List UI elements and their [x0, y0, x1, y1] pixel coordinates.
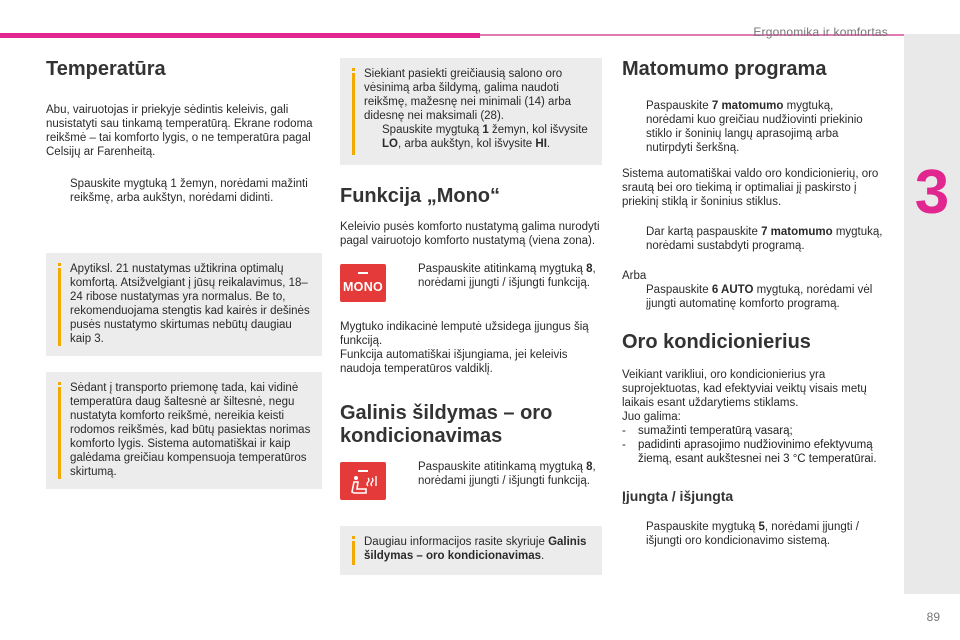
- page-number: 89: [926, 610, 940, 624]
- chapter-tab: [904, 34, 960, 594]
- heading-mono: Funkcija „Mono“: [340, 185, 500, 207]
- list-item-mono: [394, 262, 602, 290]
- dash-marker: -: [622, 439, 626, 451]
- text-run: .: [546, 138, 551, 150]
- text-run: , norėdami įjungti / išjungti oro kondicionavimo sistemą.: [646, 521, 859, 547]
- info-icon: [58, 382, 61, 479]
- paragraph-ac-can: Juo galima:: [622, 411, 681, 423]
- text-run: , arba aukštyn, kol išvysite: [397, 138, 536, 150]
- list-item-ac-winter: [622, 438, 884, 466]
- list-item-visibility-on: [622, 99, 884, 155]
- heading-rear-heating: Galinis šildymas – oro kondicionavimas: [340, 402, 553, 447]
- paragraph-air-conditioning: Veikiant varikliui, oro kondicionierius yra suprojektuotas, kad efektyviai veiktų visais metų laikais esant uždarytiems stiklams.: [622, 369, 867, 409]
- text-run: , norėdami įjungti / išjungti funkciją.: [418, 263, 596, 289]
- text-run: Paspauskite: [646, 284, 712, 296]
- heading-visibility-program: Matomumo programa: [622, 58, 827, 80]
- paragraph-mono: Keleivio pusės komforto nustatymą galima nurodyti pagal vairuotojo komforto nustatymą (viena zona).: [340, 221, 600, 247]
- list-item-visibility-off: [622, 225, 884, 253]
- text-run: mygtuką, norėdami sustabdyti programą.: [646, 226, 883, 252]
- mono-button-icon: [340, 264, 386, 302]
- section-header: Ergonomika ir komfortas: [753, 25, 888, 39]
- value-hi: HI: [535, 138, 547, 150]
- list-item-text: sumažinti temperatūrą vasarą;: [638, 425, 793, 437]
- paragraph-or: Arba: [622, 270, 647, 282]
- heading-air-conditioning: Oro kondicionierius: [622, 331, 811, 353]
- text-run: Spauskite mygtuką: [382, 124, 483, 136]
- heading-on-off: Įjungta / išjungta: [622, 488, 734, 504]
- list-item-ac-summer: [622, 424, 884, 438]
- note-text: Apytiksl. 21 nustatymas užtikrina optimalų komfortą. Atsižvelgiant į jūsų reikalavimus, 18–24 ribose nustatymas yra normalus. Be to, rekomenduojama stengtis kad kairės ir dešinės pusės nustatymo skirtumas nebūtų daugiau kaip 3.: [70, 263, 310, 345]
- dash-marker: -: [622, 425, 626, 437]
- note-text: Sėdant į transporto priemonę tada, kai vidinė temperatūra daug šaltesnė ar šiltesnė, negu nustatyta komforto reikšmė, nereikia keisti rodomos reikšmės, kad būtų pasiektas norimas komforto lygis. Sistema automatiškai ir kaip galėdama greičiau kompensuoja temperatūros skirtumą.: [70, 382, 311, 478]
- column-mono-heating: [340, 58, 602, 575]
- paragraph-temperature-intro: Abu, vairuotojas ir priekyje sėdintis keleivis, gali nusistatyti sau tinkamą temperatūrą. Ekrane rodoma reikšmė – tai komforto lygis, o ne temperatūra pagal Celsijų ar Farenheitą.: [46, 104, 313, 158]
- note-box-optimal: [46, 253, 322, 356]
- list-item-auto: [622, 283, 884, 311]
- button-ref: 6 AUTO: [711, 284, 754, 296]
- button-ref: 7 matomumo: [761, 226, 833, 238]
- text-run: .: [541, 550, 545, 562]
- button-ref: 7 matomumo: [711, 100, 784, 112]
- button-ref: 1: [482, 124, 489, 136]
- text-run: Paspauskite atitinkamą mygtuką: [418, 263, 587, 275]
- section-ref: Galinis šildymas – oro kondicionavimas: [364, 536, 587, 562]
- list-item-text: padidinti aprasojimo nudžiovinimo efektyvumą žiemą, esant aukštesnei nei 3 °C temperatūrai.: [638, 439, 877, 465]
- text-run: Dar kartą paspauskite: [646, 226, 762, 238]
- list-item-on-off: [622, 520, 884, 548]
- heading-temperature: Temperatūra: [46, 58, 166, 80]
- text-run: mygtuką, norėdami kuo greičiau nudžiovinti priekinio stiklo ir šoninių langų aprasojimą arba nutirpdyti šerkšną.: [646, 100, 863, 154]
- note-box-more-info: [340, 526, 602, 575]
- text-run: žemyn, kol išvysite: [488, 124, 588, 136]
- header-accent-bar: [0, 33, 480, 38]
- info-icon: [352, 536, 355, 565]
- note-box-lo-hi: [340, 58, 602, 165]
- list-item-lo-hi: [364, 123, 592, 151]
- button-ref: 8: [586, 461, 593, 473]
- list-item-rear-heating: [394, 460, 602, 488]
- text-run: Paspauskite mygtuką: [646, 521, 759, 533]
- mono-icon-label: MONO: [342, 280, 384, 294]
- info-icon: [58, 263, 61, 346]
- text-run: Paspauskite: [646, 100, 712, 112]
- mono-instruction: [340, 262, 602, 314]
- text-run: , norėdami įjungti / išjungti funkciją.: [418, 461, 596, 487]
- note-text: Siekiant pasiekti greičiausią salono oro vėsinimą arba šildymą, galima naudoti reikšmę, mažesnę nei minimali (14) arba didesnę nei maksimali (28).: [364, 68, 572, 122]
- chapter-number: 3: [914, 158, 950, 227]
- note-box-compensation: [46, 372, 322, 489]
- info-icon: [352, 68, 355, 155]
- paragraph-mono-auto-off: Funkcija automatiškai išjungiama, jei keleivis naudoja temperatūros valdiklį.: [340, 349, 568, 375]
- column-temperature: [46, 52, 322, 489]
- text-run: Daugiau informacijos rasite skyriuje: [364, 536, 549, 548]
- list-item-text: Spauskite mygtuką 1 žemyn, norėdami mažinti reikšmę, arba aukštyn, norėdami didinti.: [70, 178, 308, 204]
- text-run: mygtuką, norėdami vėl įjungti automatinę komforto programą.: [646, 284, 873, 310]
- value-lo: LO: [382, 138, 398, 150]
- rear-heating-instruction: [340, 460, 602, 512]
- rear-heating-button-icon: [340, 462, 386, 500]
- note-text: [364, 535, 592, 563]
- button-ref: 5: [758, 521, 765, 533]
- paragraph-mono-light: Mygtuko indikacinė lemputė užsidega įjungus šią funkciją.: [340, 321, 589, 347]
- indicator-light-icon: [358, 272, 368, 274]
- paragraph-visibility: Sistema automatiškai valdo oro kondicionierių, oro srautą bei oro tiekimą ir optimaliai jį paskirsto į priekinį stiklą ir šoninius stiklus.: [622, 168, 879, 208]
- text-run: Paspauskite atitinkamą mygtuką: [418, 461, 587, 473]
- column-visibility-ac: [622, 52, 884, 548]
- list-item-button-1: [46, 177, 322, 205]
- button-ref: 8: [586, 263, 593, 275]
- seat-fan-icon: [340, 462, 386, 500]
